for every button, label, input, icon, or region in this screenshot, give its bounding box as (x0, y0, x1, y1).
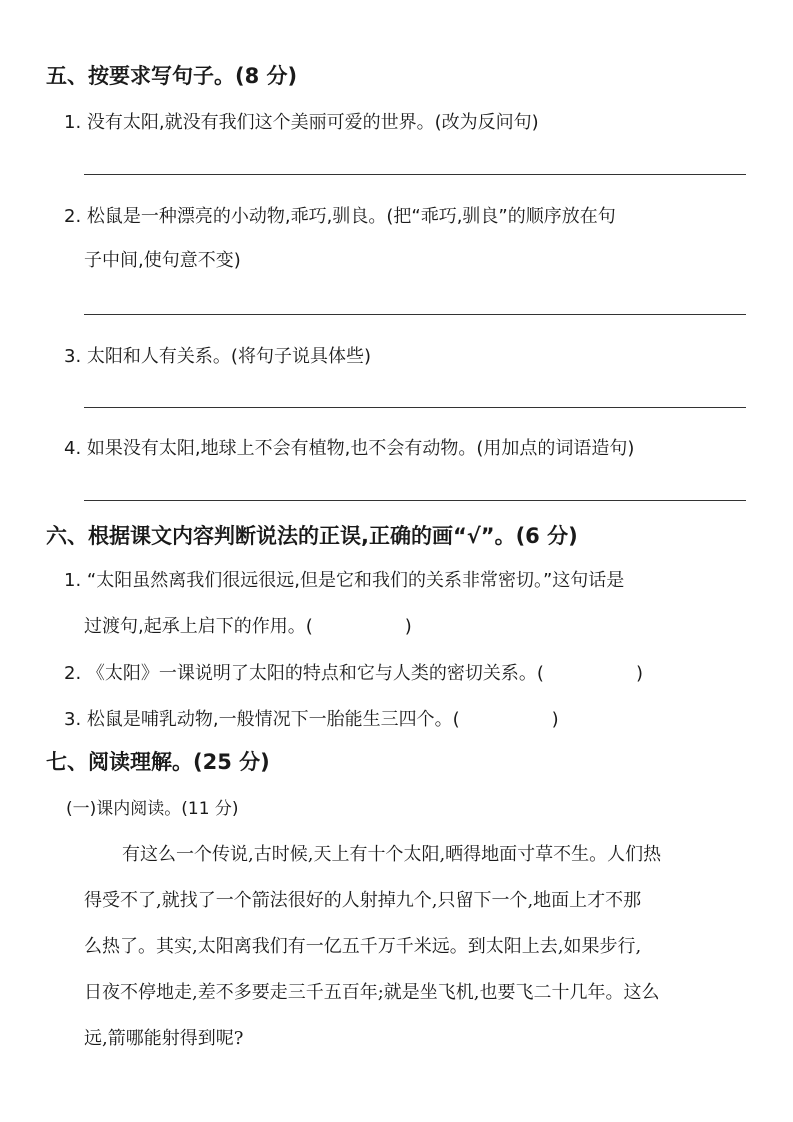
question-5-1 (64, 108, 539, 134)
question-number: 1. (64, 570, 82, 591)
section-7-title: 七、阅读理解。(25 分) (46, 750, 270, 774)
question-text: 没有太阳,就没有我们这个美丽可爱的世界。(改为反问句) (86, 112, 539, 133)
close-paren: ) (635, 663, 643, 684)
answer-line-5-4[interactable] (84, 500, 746, 501)
question-5-4 (64, 434, 634, 460)
answer-line-5-2[interactable] (84, 314, 746, 315)
close-paren: ) (404, 616, 412, 637)
passage-line-3: 么热了。其实,太阳离我们有一亿五千万千米远。到太阳上去,如果步行, (84, 936, 642, 957)
passage-line-5: 远,箭哪能射得到呢? (84, 1028, 244, 1049)
section-6-title: 六、根据课文内容判断说法的正误,正确的画“√”。(6 分) (46, 524, 578, 548)
question-number: 3. (64, 709, 82, 730)
close-paren: ) (551, 709, 559, 730)
answer-line-5-1[interactable] (84, 174, 746, 175)
question-text: 如果没有太阳,地球上不会有植物,也不会有动物。(用加点的词语造句) (86, 438, 635, 459)
question-number: 1. (64, 112, 82, 133)
question-text: 太阳和人有关系。(将句子说具体些) (86, 346, 371, 367)
question-number: 2. (64, 663, 82, 684)
question-text: “太阳虽然离我们很远很远,但是它和我们的关系非常密切。”这句话是 (86, 570, 625, 591)
question-5-3 (64, 342, 371, 368)
subsection-title: (一)课内阅读。(11 分) (66, 799, 239, 819)
question-5-2 (64, 202, 616, 228)
question-text: 松鼠是一种漂亮的小动物,乖巧,驯良。(把“乖巧,驯良”的顺序放在句 (86, 206, 616, 227)
question-5-2-continued: 子中间,使句意不变) (84, 250, 241, 271)
question-6-2 (64, 659, 643, 685)
question-text: 《太阳》一课说明了太阳的特点和它与人类的密切关系。( (86, 663, 544, 684)
answer-line-5-3[interactable] (84, 407, 746, 408)
question-text: 松鼠是哺乳动物,一般情况下一胎能生三四个。( (86, 709, 460, 730)
question-number: 2. (64, 206, 82, 227)
question-6-3 (64, 705, 559, 731)
passage-line-1: 有这么一个传说,古时候,天上有十个太阳,晒得地面寸草不生。人们热 (122, 844, 662, 865)
question-text: 过渡句,起承上启下的作用。( (84, 616, 313, 637)
section-5-title: 五、按要求写句子。(8 分) (46, 64, 298, 88)
question-number: 4. (64, 438, 82, 459)
passage-line-2: 得受不了,就找了一个箭法很好的人射掉九个,只留下一个,地面上才不那 (84, 890, 642, 911)
question-6-1 (64, 566, 624, 592)
question-number: 3. (64, 346, 82, 367)
passage-line-4: 日夜不停地走,差不多要走三千五百年;就是坐飞机,也要飞二十几年。这么 (84, 982, 660, 1003)
question-6-1-continued (84, 612, 412, 638)
